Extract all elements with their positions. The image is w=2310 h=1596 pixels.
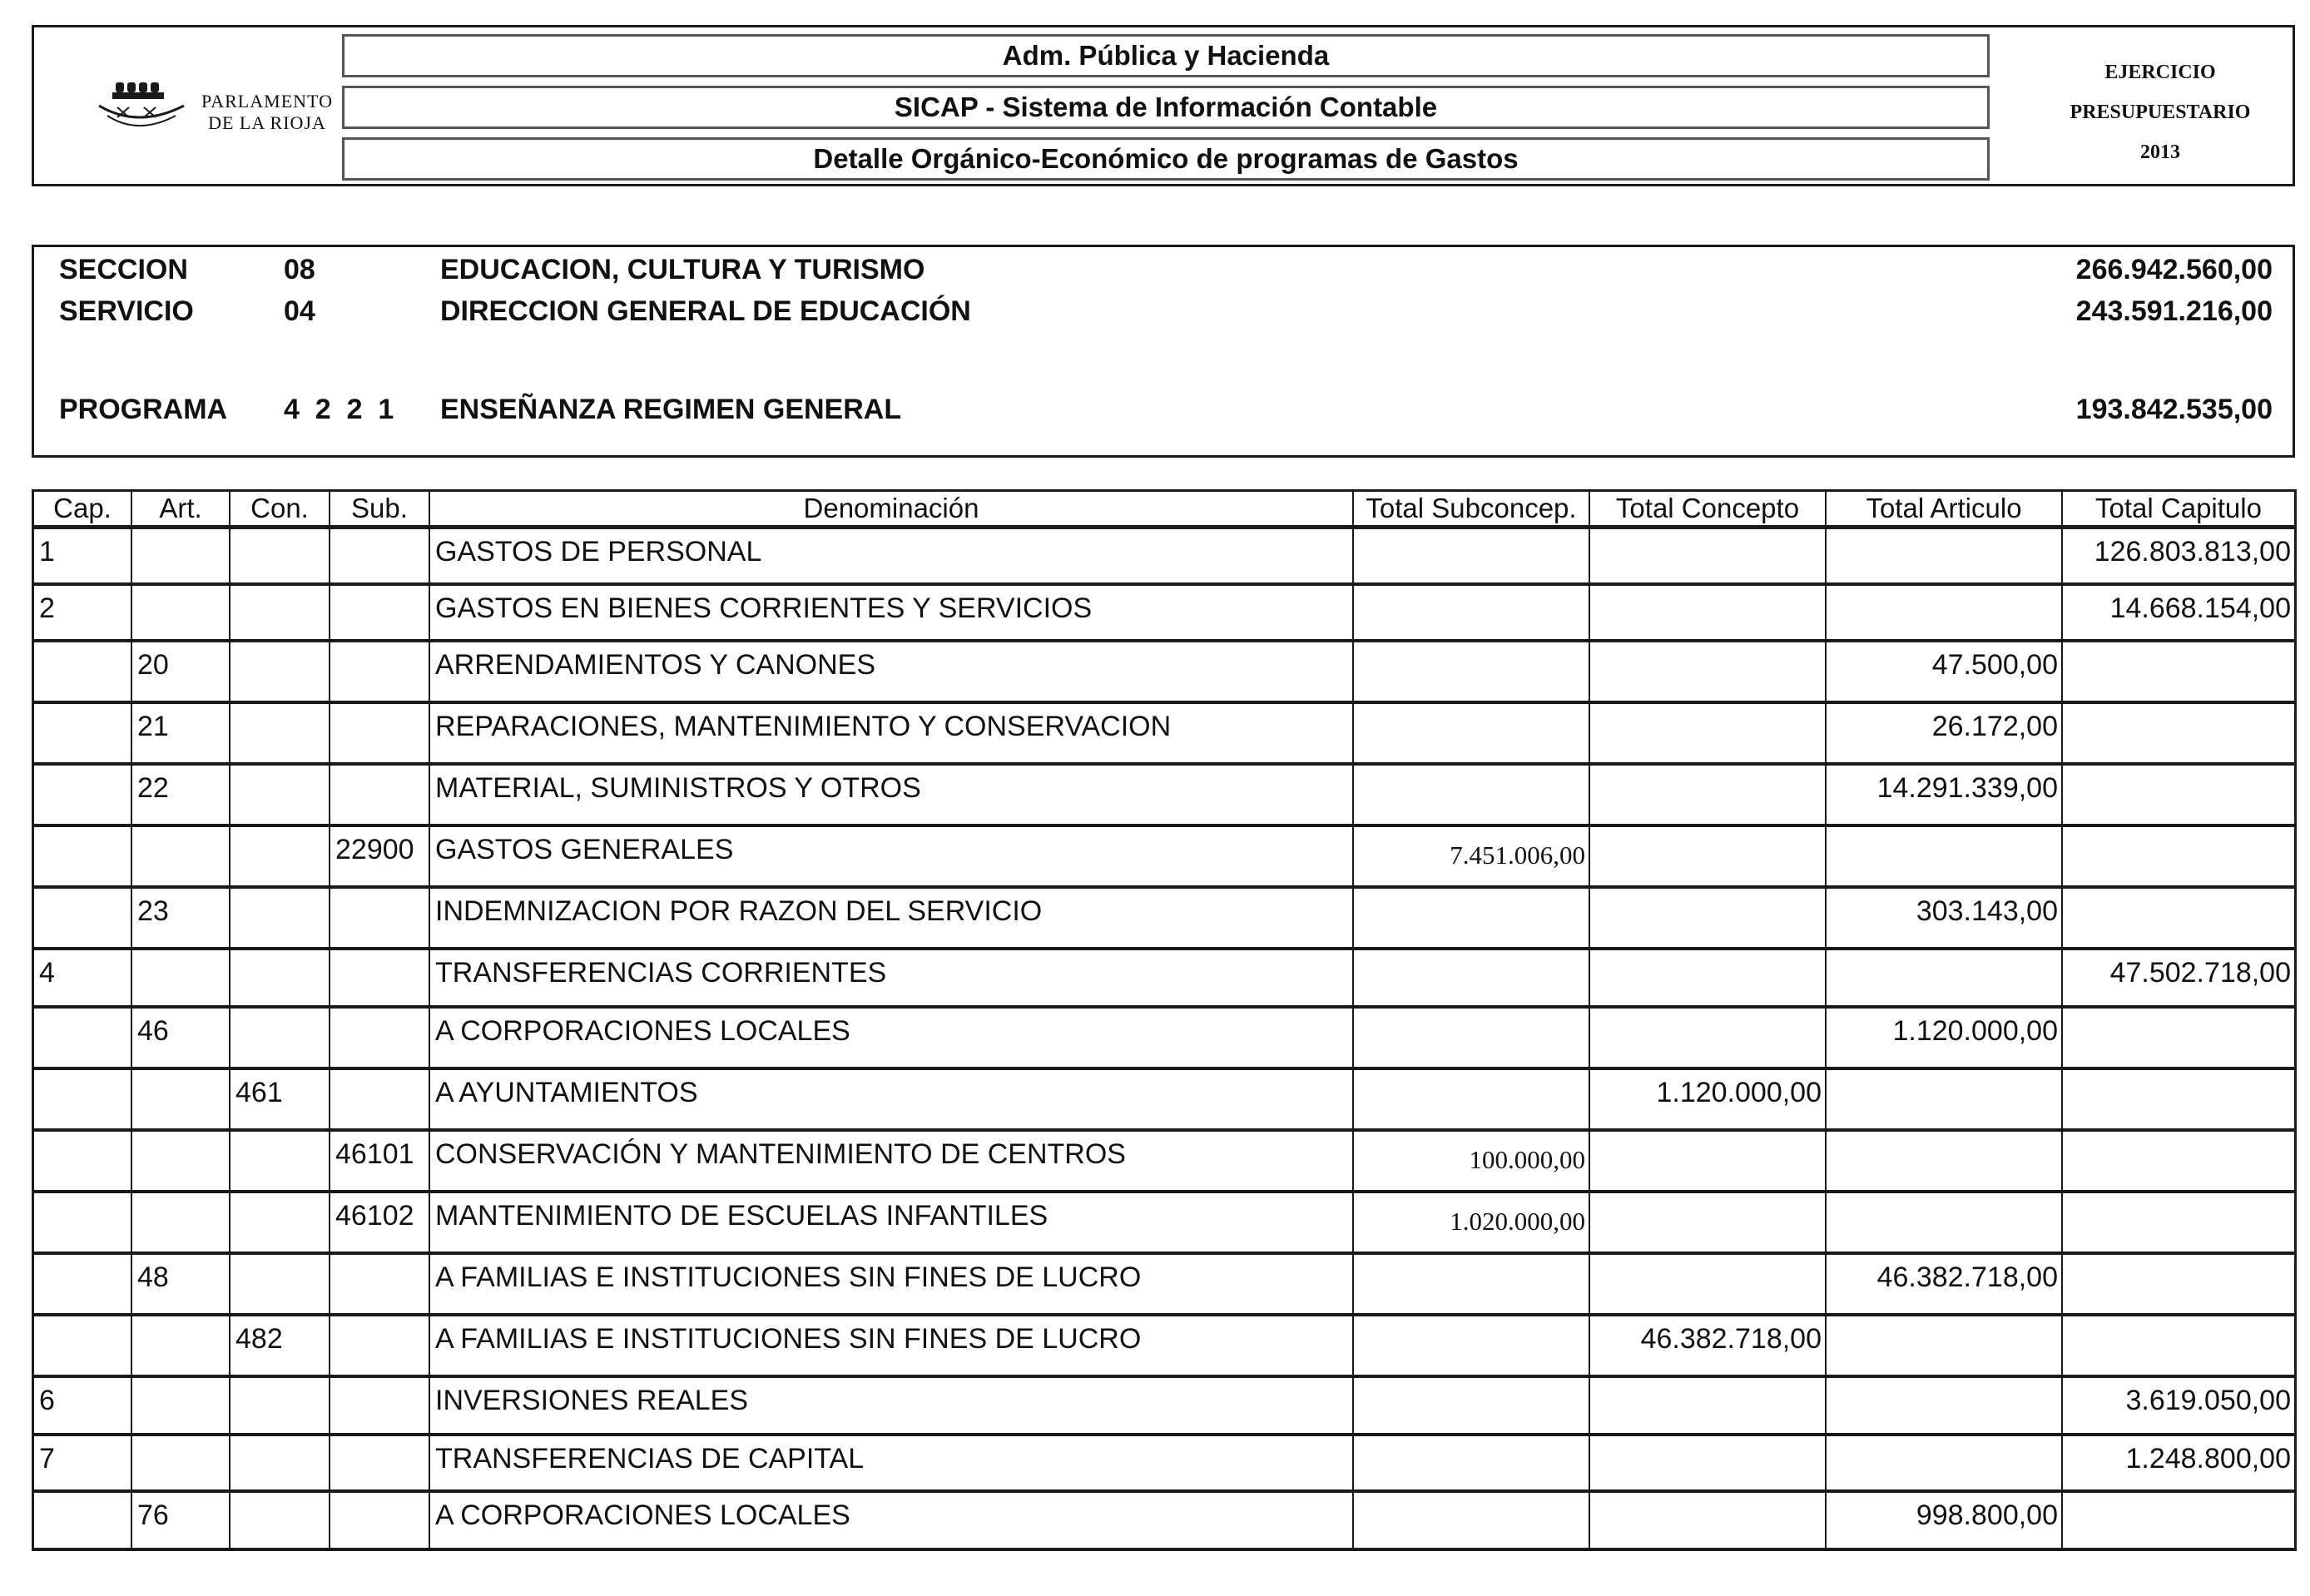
header-title-department: Adm. Pública y Hacienda <box>342 34 1990 77</box>
cell-co <box>1590 827 1827 885</box>
cell-con <box>231 1193 330 1252</box>
table-body <box>32 529 2297 1551</box>
cell-art <box>132 1070 231 1128</box>
cell-sub <box>330 766 430 824</box>
cell-con: 461 <box>231 1070 330 1128</box>
cell-con <box>231 1436 330 1489</box>
report-header <box>32 25 2295 186</box>
cell-co <box>1590 1132 1827 1190</box>
cell-ar <box>1827 586 2063 639</box>
column-header-con: Con. <box>231 492 330 525</box>
cell-cap: 6 <box>34 1378 132 1433</box>
cell-sc <box>1354 1493 1590 1548</box>
cell-art: 48 <box>132 1255 231 1313</box>
cell-con <box>231 766 330 824</box>
cell-co <box>1590 1193 1827 1252</box>
table-row <box>32 642 2297 704</box>
cell-con <box>231 1132 330 1190</box>
column-header-cap: Cap. <box>34 492 132 525</box>
cell-sc <box>1354 766 1590 824</box>
cell-con <box>231 1493 330 1548</box>
table-row <box>32 586 2297 642</box>
cell-sc <box>1354 1255 1590 1313</box>
servicio-code: 04 <box>284 295 315 327</box>
cell-co <box>1590 1255 1827 1313</box>
cell-sc <box>1354 1070 1590 1128</box>
table-row <box>32 766 2297 827</box>
cell-ar <box>1827 1070 2063 1128</box>
cell-ca: 1.248.800,00 <box>2125 1443 2291 1475</box>
cell-den: TRANSFERENCIAS DE CAPITAL <box>430 1436 1354 1489</box>
cell-sc <box>1354 889 1590 947</box>
cell-con <box>231 889 330 947</box>
column-header-art: Art. <box>132 492 231 525</box>
cell-ca <box>2063 1009 2294 1067</box>
cell-sc <box>1354 529 1590 582</box>
cell-sc <box>1354 642 1590 701</box>
cell-ar <box>1827 1316 2063 1375</box>
cell-ar: 26.172,00 <box>1827 704 2063 762</box>
fiscal-year-block <box>2048 52 2273 172</box>
cell-cap: 1 <box>34 529 132 582</box>
cell-ca <box>2063 642 2294 701</box>
cell-cap: 7 <box>34 1436 132 1489</box>
cell-den: A CORPORACIONES LOCALES <box>430 1009 1354 1067</box>
cell-cap: 4 <box>34 950 132 1005</box>
cell-den: GASTOS GENERALES <box>430 827 1354 885</box>
seccion-code: 08 <box>284 254 315 285</box>
cell-ar <box>1827 950 2063 1005</box>
section-summary <box>32 245 2295 458</box>
cell-den: A AYUNTAMIENTOS <box>430 1070 1354 1128</box>
cell-art <box>132 1378 231 1433</box>
cell-con <box>231 1009 330 1067</box>
cell-sub <box>330 1436 430 1489</box>
cell-ca <box>2063 889 2294 947</box>
cell-cap <box>34 889 132 947</box>
cell-ar <box>1827 1132 2063 1190</box>
cell-cap <box>34 1316 132 1375</box>
cell-den: TRANSFERENCIAS CORRIENTES <box>430 950 1354 1005</box>
seccion-description: EDUCACION, CULTURA Y TURISMO <box>440 254 925 285</box>
cell-ca <box>2063 1132 2294 1190</box>
table-row <box>32 1255 2297 1316</box>
cell-ca <box>2063 1493 2294 1548</box>
cell-den: A FAMILIAS E INSTITUCIONES SIN FINES DE LUCRO <box>430 1255 1354 1313</box>
cell-cap: 2 <box>34 586 132 639</box>
header-title-report: Detalle Orgánico-Económico de programas de Gastos <box>342 137 1990 181</box>
cell-art <box>132 586 231 639</box>
servicio-row <box>34 295 2293 332</box>
parliament-logo <box>59 69 342 161</box>
cell-ar <box>1827 529 2063 582</box>
cell-sub <box>330 1493 430 1548</box>
seccion-label: SECCION <box>59 254 188 285</box>
programa-description: ENSEÑANZA REGIMEN GENERAL <box>440 394 902 425</box>
cell-art <box>132 827 231 885</box>
ejercicio-label: EJERCICIO <box>2104 62 2216 83</box>
cell-art: 76 <box>132 1493 231 1548</box>
cell-co <box>1590 950 1827 1005</box>
cell-art <box>132 529 231 582</box>
cell-co <box>1590 1436 1827 1489</box>
cell-con <box>231 827 330 885</box>
cell-cap <box>34 1255 132 1313</box>
cell-ar: 47.500,00 <box>1827 642 2063 701</box>
cell-co <box>1590 704 1827 762</box>
cell-co <box>1590 1493 1827 1548</box>
table-row <box>32 1193 2297 1255</box>
seccion-amount: 266.942.560,00 <box>2075 254 2273 285</box>
budget-detail-table <box>32 489 2297 1551</box>
cell-ar: 1.120.000,00 <box>1827 1009 2063 1067</box>
cell-sub <box>330 1316 430 1375</box>
cell-con <box>231 642 330 701</box>
servicio-description: DIRECCION GENERAL DE EDUCACIÓN <box>440 295 971 327</box>
cell-ca <box>2063 1316 2294 1375</box>
cell-cap <box>34 1009 132 1067</box>
cell-sc <box>1354 1436 1590 1489</box>
cell-con <box>231 1255 330 1313</box>
cell-art <box>132 1316 231 1375</box>
cell-sub <box>330 1070 430 1128</box>
header-title-system: SICAP - Sistema de Información Contable <box>342 86 1990 129</box>
cell-ca: 14.668.154,00 <box>2109 592 2291 624</box>
cell-co: 46.382.718,00 <box>1590 1316 1827 1375</box>
cell-den: INDEMNIZACION POR RAZON DEL SERVICIO <box>430 889 1354 947</box>
presupuestario-label: PRESUPUESTARIO <box>2070 102 2251 123</box>
cell-den: MANTENIMIENTO DE ESCUELAS INFANTILES <box>430 1193 1354 1252</box>
cell-sub <box>330 889 430 947</box>
cell-ar: 303.143,00 <box>1827 889 2063 947</box>
cell-sc <box>1354 1378 1590 1433</box>
cell-sub <box>330 1378 430 1433</box>
cell-art <box>132 1193 231 1252</box>
cell-cap <box>34 1193 132 1252</box>
cell-sc: 7.451.006,00 <box>1354 827 1590 885</box>
cell-art: 46 <box>132 1009 231 1067</box>
table-row <box>32 1132 2297 1193</box>
table-row <box>32 1070 2297 1132</box>
cell-art: 21 <box>132 704 231 762</box>
table-row <box>32 950 2297 1009</box>
cell-ar: 998.800,00 <box>1827 1493 2063 1548</box>
cell-ca <box>2063 704 2294 762</box>
column-header-total-articulo: Total Articulo <box>1827 492 2063 525</box>
cell-art: 20 <box>132 642 231 701</box>
table-row <box>32 704 2297 766</box>
cell-con <box>231 704 330 762</box>
cell-sc <box>1354 950 1590 1005</box>
cell-sub: 22900 <box>330 827 430 885</box>
cell-sub <box>330 704 430 762</box>
table-row <box>32 889 2297 950</box>
cell-ar: 46.382.718,00 <box>1827 1255 2063 1313</box>
cell-den: MATERIAL, SUMINISTROS Y OTROS <box>430 766 1354 824</box>
cell-co <box>1590 529 1827 582</box>
column-header-denominacion: Denominación <box>430 492 1354 525</box>
cell-sc <box>1354 704 1590 762</box>
cell-co: 1.120.000,00 <box>1590 1070 1827 1128</box>
logo-text <box>192 91 342 134</box>
cell-co <box>1590 642 1827 701</box>
cell-con <box>231 1378 330 1433</box>
cell-den: ARRENDAMIENTOS Y CANONES <box>430 642 1354 701</box>
cell-den: A CORPORACIONES LOCALES <box>430 1493 1354 1548</box>
servicio-label: SERVICIO <box>59 295 194 327</box>
cell-co <box>1590 586 1827 639</box>
cell-cap <box>34 766 132 824</box>
cell-den: INVERSIONES REALES <box>430 1378 1354 1433</box>
table-row <box>32 1436 2297 1493</box>
column-header-total-concepto: Total Concepto <box>1590 492 1827 525</box>
table-header <box>32 489 2297 529</box>
cell-sc: 1.020.000,00 <box>1354 1193 1590 1252</box>
parliament-emblem-icon <box>92 77 192 144</box>
column-header-total-subconcepto: Total Subconcep. <box>1354 492 1590 525</box>
cell-cap <box>34 642 132 701</box>
table-row <box>32 529 2297 586</box>
cell-art <box>132 1132 231 1190</box>
programa-label: PROGRAMA <box>59 394 228 425</box>
cell-co <box>1590 1009 1827 1067</box>
table-row <box>32 1493 2297 1551</box>
cell-sub <box>330 642 430 701</box>
cell-ca: 126.803.813,00 <box>2094 536 2291 568</box>
cell-sub <box>330 1255 430 1313</box>
cell-ar: 14.291.339,00 <box>1827 766 2063 824</box>
programa-code: 4 2 2 1 <box>284 394 394 425</box>
programa-amount: 193.842.535,00 <box>2075 394 2273 425</box>
logo-line-2: DE LA RIOJA <box>208 112 326 133</box>
cell-den: GASTOS DE PERSONAL <box>430 529 1354 582</box>
cell-ar <box>1827 1193 2063 1252</box>
cell-art: 22 <box>132 766 231 824</box>
cell-ca <box>2063 827 2294 885</box>
cell-con <box>231 529 330 582</box>
seccion-row <box>34 254 2293 290</box>
cell-sub <box>330 950 430 1005</box>
cell-sub <box>330 1009 430 1067</box>
cell-cap <box>34 1493 132 1548</box>
cell-art <box>132 950 231 1005</box>
cell-den: GASTOS EN BIENES CORRIENTES Y SERVICIOS <box>430 586 1354 639</box>
cell-ca: 47.502.718,00 <box>2109 957 2291 989</box>
servicio-amount: 243.591.216,00 <box>2075 295 2273 327</box>
cell-sc <box>1354 586 1590 639</box>
cell-sub: 46101 <box>330 1132 430 1190</box>
table-row <box>32 1316 2297 1378</box>
logo-line-1: PARLAMENTO <box>201 91 333 112</box>
cell-con <box>231 950 330 1005</box>
cell-ca <box>2063 1255 2294 1313</box>
cell-co <box>1590 766 1827 824</box>
cell-cap <box>34 1132 132 1190</box>
cell-con: 482 <box>231 1316 330 1375</box>
cell-ca <box>2063 766 2294 824</box>
cell-con <box>231 586 330 639</box>
cell-sc: 100.000,00 <box>1354 1132 1590 1190</box>
table-row <box>32 1009 2297 1070</box>
cell-co <box>1590 889 1827 947</box>
cell-ca: 3.619.050,00 <box>2125 1385 2291 1416</box>
cell-ca <box>2063 1070 2294 1128</box>
cell-cap <box>34 827 132 885</box>
cell-ar <box>1827 827 2063 885</box>
cell-sub <box>330 586 430 639</box>
cell-sub: 46102 <box>330 1193 430 1252</box>
cell-ar <box>1827 1378 2063 1433</box>
cell-ar <box>1827 1436 2063 1489</box>
programa-row <box>34 394 2293 430</box>
fiscal-year: 2013 <box>2140 141 2180 163</box>
cell-art: 23 <box>132 889 231 947</box>
cell-cap <box>34 704 132 762</box>
column-header-total-capitulo: Total Capitulo <box>2095 493 2262 523</box>
cell-ca <box>2063 1193 2294 1252</box>
cell-den: CONSERVACIÓN Y MANTENIMIENTO DE CENTROS <box>430 1132 1354 1190</box>
cell-co <box>1590 1378 1827 1433</box>
cell-sc <box>1354 1009 1590 1067</box>
cell-sc <box>1354 1316 1590 1375</box>
table-row <box>32 1378 2297 1436</box>
cell-den: A FAMILIAS E INSTITUCIONES SIN FINES DE LUCRO <box>430 1316 1354 1375</box>
column-header-sub: Sub. <box>330 492 430 525</box>
cell-sub <box>330 529 430 582</box>
table-row <box>32 827 2297 889</box>
cell-den: REPARACIONES, MANTENIMIENTO Y CONSERVACION <box>430 704 1354 762</box>
cell-art <box>132 1436 231 1489</box>
cell-cap <box>34 1070 132 1128</box>
